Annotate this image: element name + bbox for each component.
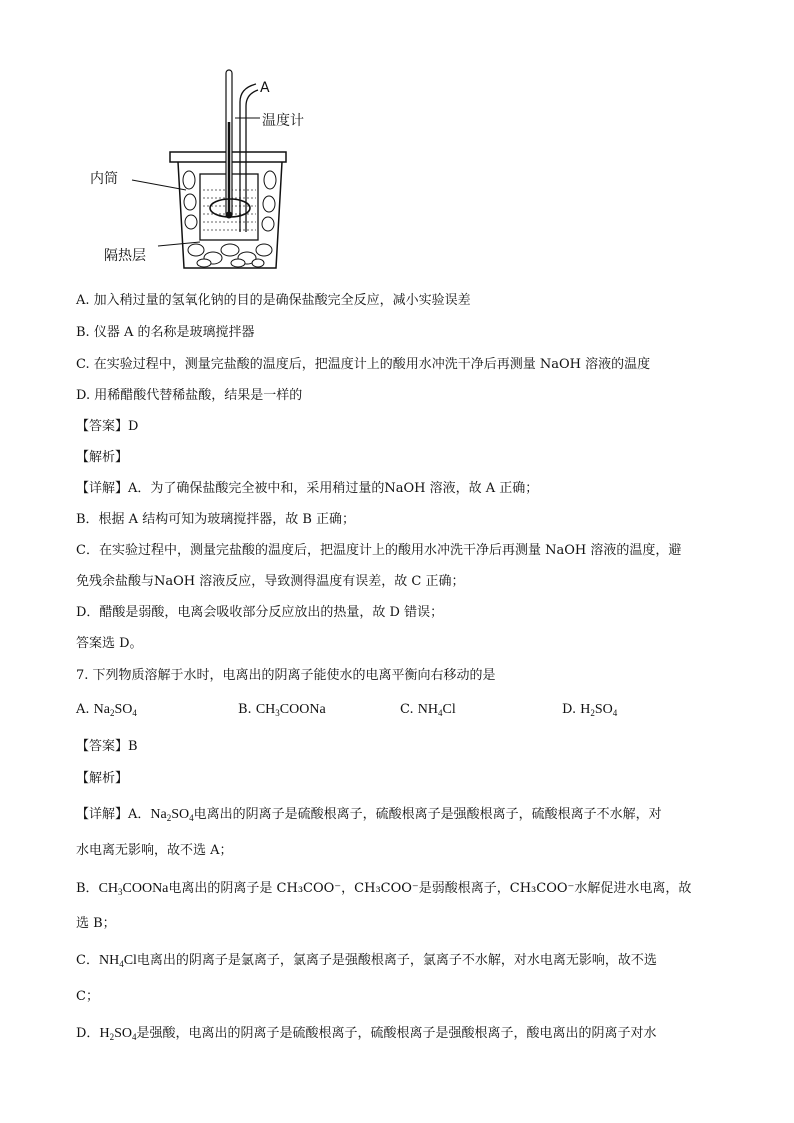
q7-answer	[76, 738, 138, 756]
q6-analysis-tag: 【解析】	[76, 450, 129, 465]
q6-option-a: A. 加入稍过量的氢氧化钠的目的是确保盐酸完全反应，减小实验误差	[76, 293, 471, 308]
option-letter: C.	[400, 702, 414, 717]
detail-text: 是强酸，电离出的阴离子是硫酸根离子，硫酸根离子是强酸根离子，酸电离出的阴离子对水	[136, 1026, 657, 1041]
detail-tag: 【详解】	[76, 807, 129, 822]
option-letter: A.	[76, 702, 90, 717]
option-formula: $NH_4Cl$	[417, 702, 456, 718]
q6-answer	[76, 418, 138, 436]
detail-text: A．为了确保盐酸完全被中和，采用稍过量的NaOH 溶液，故 A 正确；	[128, 481, 539, 496]
formula-ch3coona: $CH_3COONa$	[98, 881, 169, 897]
q6-detail-l6: 答案选 D。	[76, 636, 143, 651]
q7-option-b	[238, 702, 326, 718]
q7-option-c	[400, 702, 456, 718]
q7-detail-b2: 选 B；	[76, 916, 116, 931]
label-a: A	[260, 80, 270, 96]
q6-option-c: C. 在实验过程中，测量完盐酸的温度后，把温度计上的酸用水冲洗干净后再测量 NaOH 溶液的温度	[76, 357, 651, 372]
q6-detail-l1	[76, 480, 538, 498]
label-thermometer: 温度计	[262, 113, 304, 129]
option-formula: $Na_2SO_4$	[93, 702, 137, 718]
detail-prefix: A．	[128, 807, 151, 822]
q7-detail-a1	[76, 806, 662, 827]
detail-prefix: D．	[76, 1026, 100, 1041]
calorimeter-figure	[80, 62, 340, 284]
q6-detail-l4: 免残余盐酸与NaOH 溶液反应，导致测得温度有误差，故 C 正确；	[76, 574, 465, 589]
option-formula: $H_2SO_4$	[580, 702, 618, 718]
detail-text: 电离出的阴离子是硫酸根离子，硫酸根离子是强酸根离子，硫酸根离子不水解，对	[193, 807, 662, 822]
detail-tag: 【详解】	[76, 481, 129, 496]
option-letter: D.	[562, 702, 577, 717]
q6-detail-l3: C．在实验过程中，测量完盐酸的温度后，把温度计上的酸用水冲洗干净后再测量 NaOH 溶液的温度，避	[76, 543, 682, 558]
q7-detail-c2: C；	[76, 989, 99, 1004]
label-insulation-layer: 隔热层	[104, 248, 146, 264]
q7-detail-c1	[76, 952, 657, 973]
formula-h2so4: $H_2SO_4$	[99, 1026, 137, 1042]
q6-option-b: B. 仪器 A 的名称是玻璃搅拌器	[76, 325, 255, 340]
q6-detail-l5: D．醋酸是弱酸，电离会吸收部分反应放出的热量，故 D 错误；	[76, 605, 444, 620]
answer-value: B	[128, 739, 138, 754]
q7-stem: 7. 下列物质溶解于水时，电离出的阴离子能使水的电离平衡向右移动的是	[76, 668, 496, 683]
label-inner-cylinder: 内筒	[90, 171, 118, 187]
q7-analysis-tag: 【解析】	[76, 771, 129, 786]
detail-text: 电离出的阴离子是氯离子，氯离子是强酸根离子，氯离子不水解，对水电离无影响，故不选	[136, 953, 657, 968]
option-formula: $CH_3COONa$	[255, 702, 326, 718]
formula-nh4cl: $NH_4Cl$	[98, 953, 137, 969]
answer-tag: 【答案】	[76, 739, 129, 754]
answer-value: D	[128, 419, 139, 434]
q7-option-d	[562, 702, 617, 718]
detail-prefix: B．	[76, 881, 99, 896]
q6-option-d: D. 用稀醋酸代替稀盐酸，结果是一样的	[76, 388, 303, 403]
detail-text: 电离出的阴离子是 CH₃COO⁻，CH₃COO⁻是弱酸根离子，CH₃COO⁻水解促进水电离，故	[168, 881, 692, 896]
q6-detail-l2: B．根据 A 结构可知为玻璃搅拌器，故 B 正确；	[76, 512, 356, 527]
detail-prefix: C．	[76, 953, 99, 968]
formula-na2so4: $Na_2SO_4$	[150, 807, 194, 823]
answer-tag: 【答案】	[76, 419, 129, 434]
q7-detail-b1	[76, 880, 691, 901]
option-letter: B.	[238, 702, 252, 717]
q7-detail-a2: 水电离无影响，故不选 A；	[76, 843, 233, 858]
q7-detail-d1	[76, 1025, 656, 1046]
q7-option-a	[76, 702, 137, 718]
